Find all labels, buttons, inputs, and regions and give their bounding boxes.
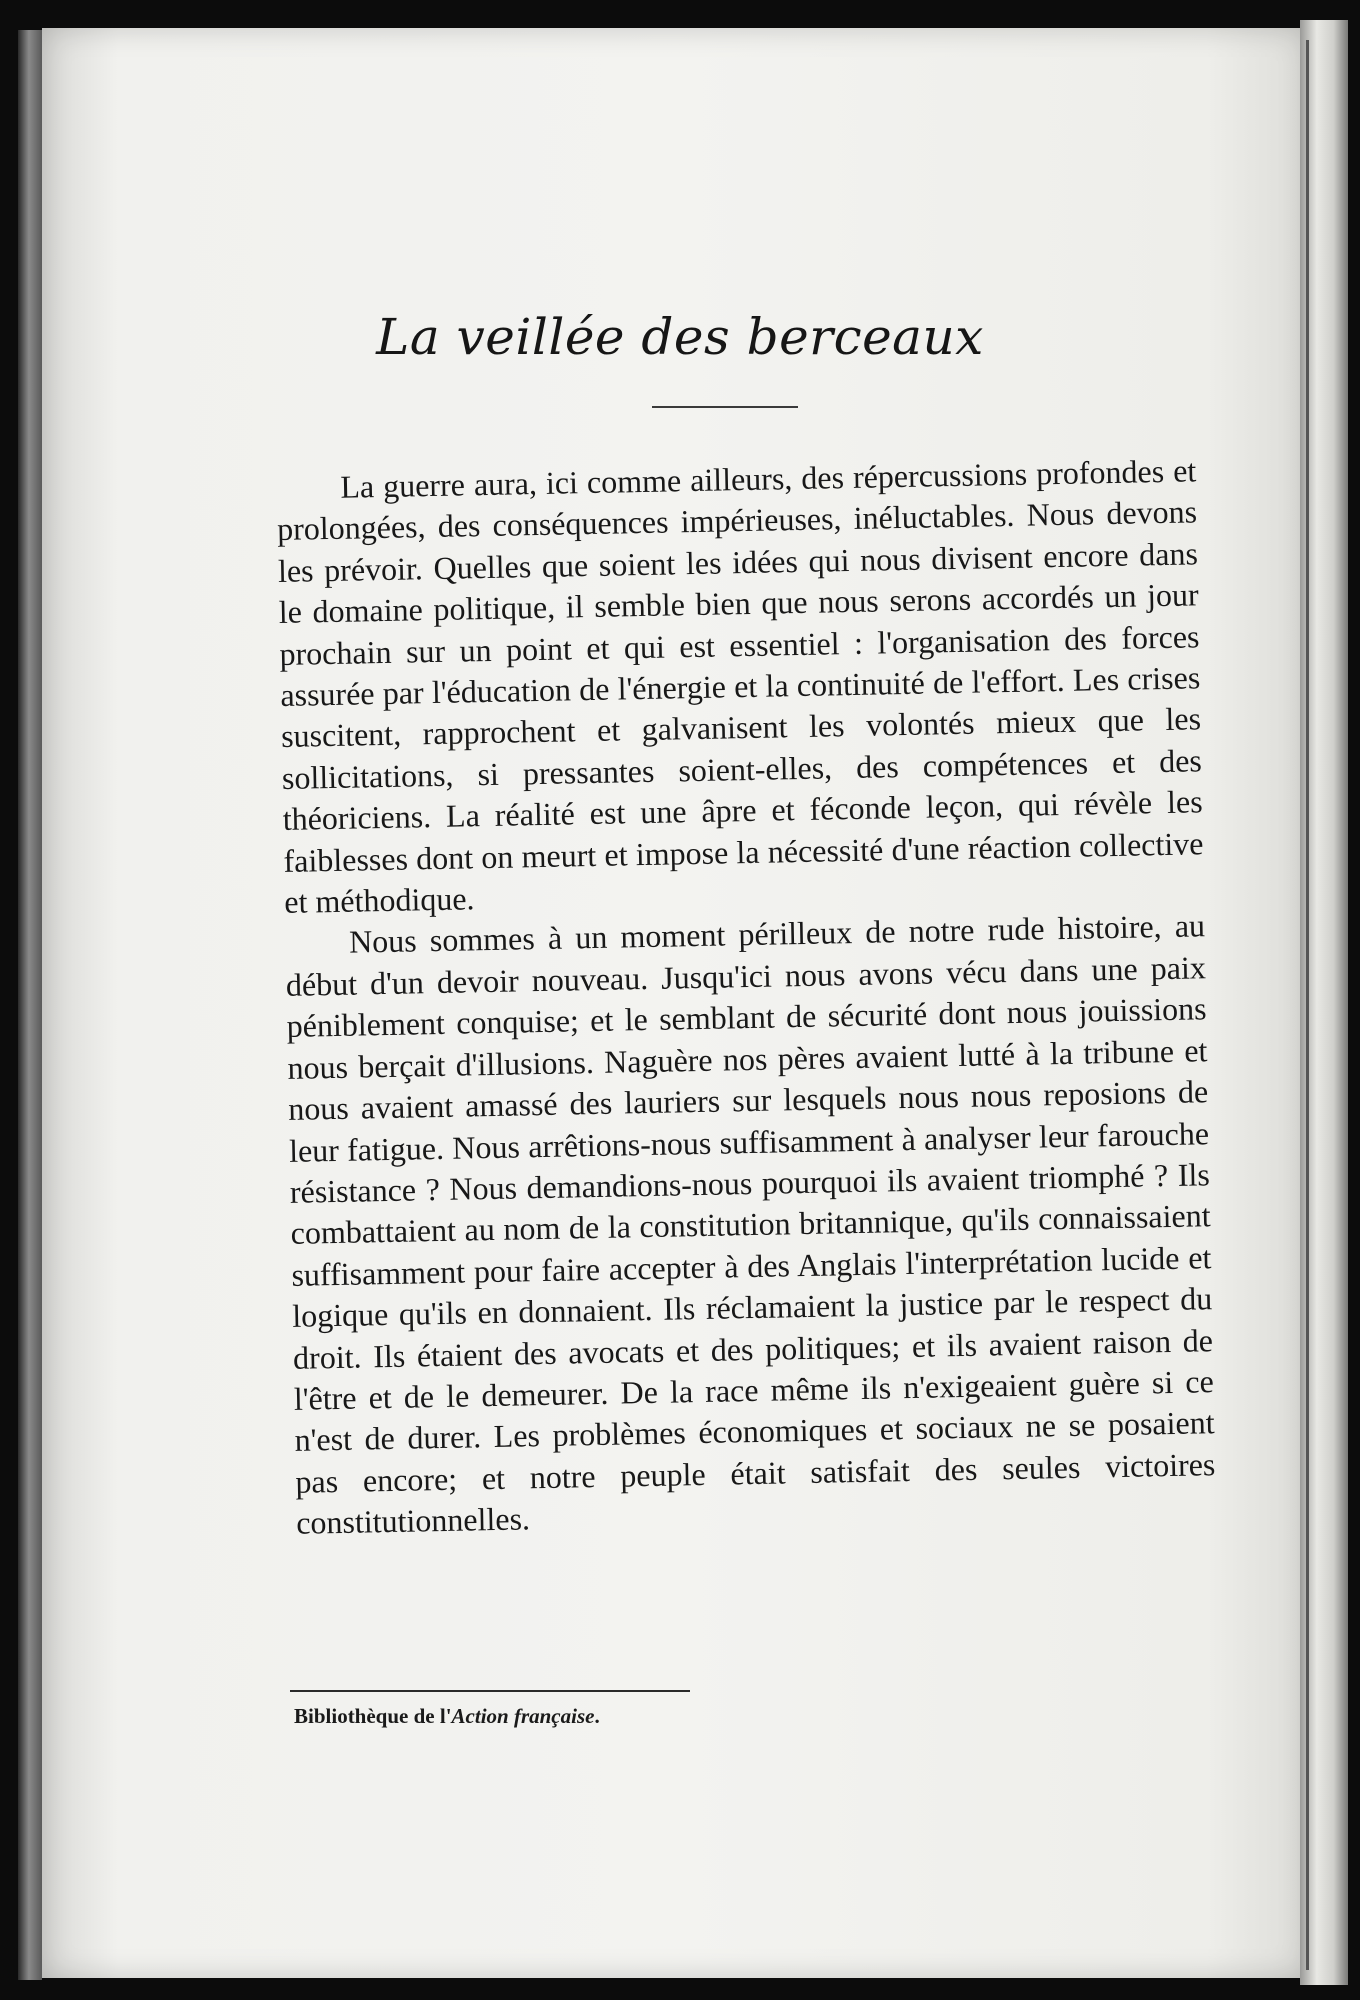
title-divider — [652, 406, 798, 408]
footnote-suffix: . — [594, 1704, 600, 1728]
footnote-italic: Action française — [451, 1704, 595, 1728]
paragraph-1: La guerre aura, ici comme ailleurs, des répercussions profondes et prolongées, des conséquences impérieuses, inéluctables. Nous devons les prévoir. Quelles que soient les idées qui nous divisent encore dans le domaine politique, il semble bien que nous serons accordés un jour prochain sur un point et qui est essentiel : l'organisation des forces assurée par l'éducation de l'énergie et la continuité de l'effort. Les crises suscitent, rapprochent et galvanisent les volontés mieux que les sollicitations, si pressantes soient-elles, des compétences et des théoriciens. La réalité est une âpre et féconde leçon, qui révèle les faiblesses dont on meurt et impose la nécessité d'une réaction collective et méthodique. — [276, 452, 1204, 920]
page-title: La veillée des berceaux — [376, 308, 984, 366]
paragraph-2: Nous sommes à un moment périlleux de notre rude histoire, au début d'un devoir nouveau. Jusqu'ici nous avons vécu dans une paix péniblement conquise; et le semblant de sécurité dont nous jouissions nous berçait d'illusions. Naguère nos pères avaient lutté à la tribune et nous avaient amassé des lauriers sur lesquels nous nous reposions de leur fatigue. Nous arrêtions-nous suffisamment à analyser leur farouche résistance ? Nous demandions-nous pourquoi ils avaient triomphé ? Ils combattaient au nom de la constitution britannique, qu'ils connaissaient suffisamment pour faire accepter à des Anglais l'interprétation lucide et logique qu'ils en donnaient. Ils réclamaient la justice par le respect du droit. Ils étaient des avocats et des politiques; et ils avaient raison de l'être et de le demeurer. De la race même ils n'exigeaient guère si ce n'est de durer. Les problèmes économiques et sociaux ne se posaient pas encore; et notre peuple était satisfait des seules victoires constitutionnelles. — [285, 907, 1216, 1541]
footnote-prefix: Bibliothèque de l' — [294, 1704, 452, 1728]
footnote-divider — [290, 1690, 690, 1692]
footnote — [294, 1704, 600, 1729]
body-text — [276, 450, 1216, 1544]
